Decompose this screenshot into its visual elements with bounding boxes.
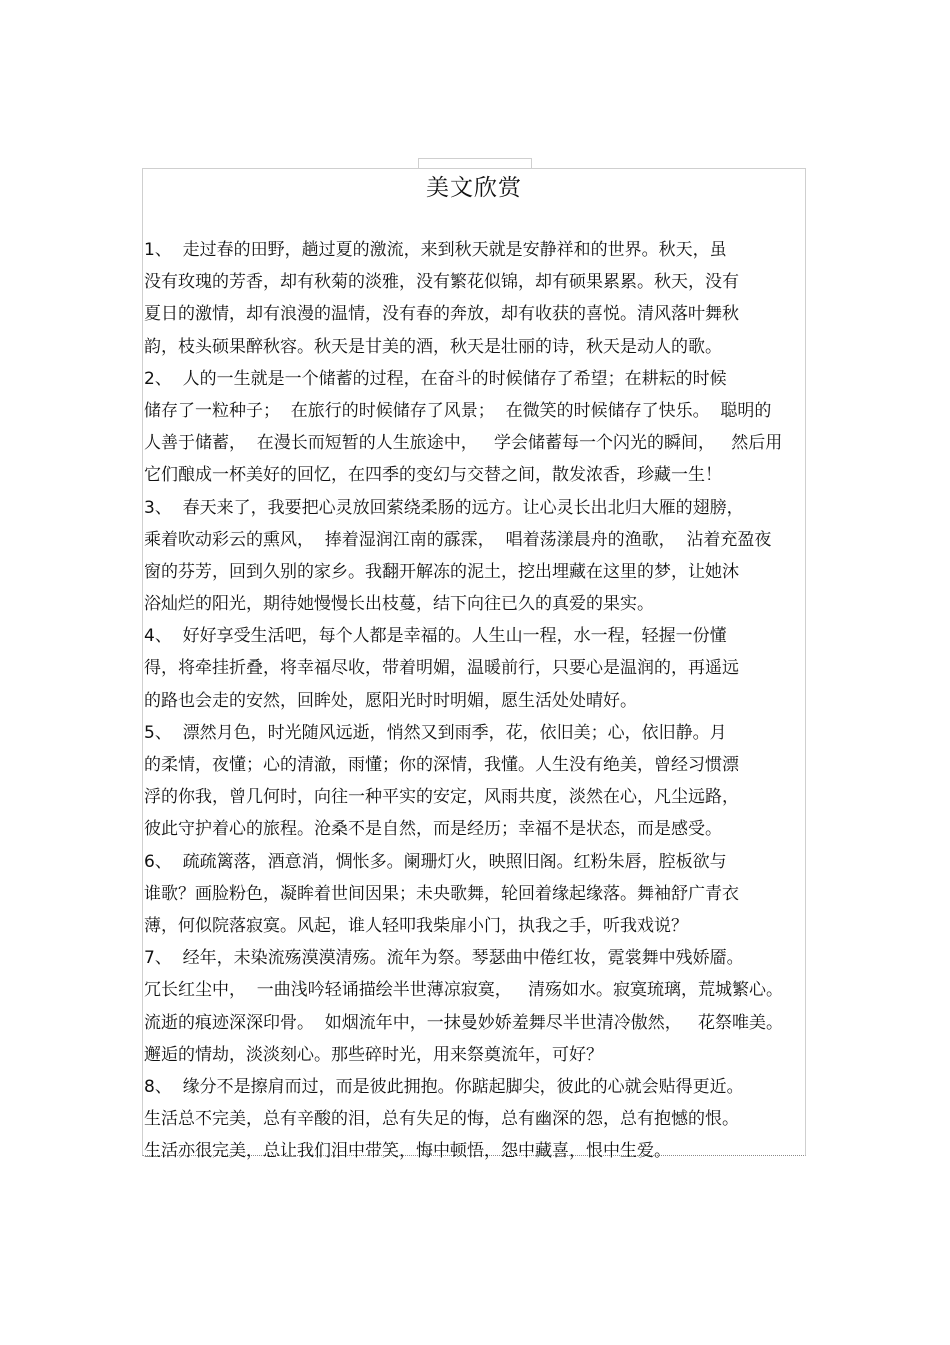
text-line: 得，将牵挂折叠，将幸福尽收，带着明媚，温暖前行，只要心是温润的，再遥远 [144, 658, 739, 679]
text-line: 6、 疏疏篱落，酒意消，惆怅多。阑珊灯火，映照旧阁。红粉朱唇，腔板欲与 [144, 851, 727, 872]
text-line: 1、 走过春的田野，趟过夏的激流，来到秋天就是安静祥和的世界。秋天，虽 [144, 240, 727, 260]
text-line: 8、 缘分不是擦肩而过，而是彼此拥抱。你踮起脚尖，彼此的心就会贴得更近。 [144, 1076, 744, 1097]
text-line: 它们酿成一杯美好的回忆，在四季的变幻与交替之间，散发浓香，珍藏一生！ [144, 465, 722, 486]
text-line: 生活总不完美，总有辛酸的泪，总有失足的悔，总有幽深的怨，总有抱憾的恨。 [144, 1109, 739, 1130]
text-line: 韵，枝头硕果醉秋容。秋天是甘美的酒，秋天是壮丽的诗，秋天是动人的歌。 [144, 336, 722, 357]
text-line: 浴灿烂的阳光，期待她慢慢长出枝蔓，结下向往已久的真爱的果实。 [144, 594, 654, 615]
text-line: 3、 春天来了，我要把心灵放回萦绕柔肠的远方。让心灵长出北归大雁的翅膀， [144, 497, 744, 518]
text-line: 2、 人的一生就是一个储蓄的过程，在奋斗的时候储存了希望；在耕耘的时候 [144, 368, 727, 389]
text-line: 邂逅的情劫，淡淡刻心。那些碎时光，用来祭奠流年，可好？ [144, 1044, 603, 1065]
page-title: 美文欣赏 [426, 175, 522, 201]
text-line: 4、 好好享受生活吧，每个人都是幸福的。人生山一程，水一程，轻握一份懂 [144, 626, 727, 647]
text-line: 谁歌？画脸粉色，凝眸着世间因果；未央歌舞，轮回着缘起缘落。舞袖舒广青衣 [144, 883, 739, 904]
text-line: 乘着吹动彩云的熏风， 捧着湿润江南的霡霂， 唱着荡漾晨舟的渔歌， 沾着充盈夜 [144, 529, 772, 550]
text-line: 的柔情，夜懂；心的清澈，雨懂；你的深情，我懂。人生没有绝美，曾经习惯漂 [144, 755, 739, 775]
text-line: 流逝的痕迹深深印骨。 如烟流年中，一抹曼妙娇羞舞尽半世清冷傲然， 花祭唯美。 [144, 1012, 784, 1033]
text-line: 窗的芬芳，回到久别的家乡。我翻开解冻的泥土，挖出埋藏在这里的梦，让她沐 [144, 561, 739, 582]
text-line: 人善于储蓄， 在漫长而短暂的人生旅途中， 学会储蓄每一个闪光的瞬间， 然后用 [144, 433, 783, 454]
text-line: 5、 漂然月色，时光随风远逝，悄然又到雨季，花，依旧美；心，依旧静。月 [144, 722, 727, 743]
text-line: 夏日的激情，却有浪漫的温情，没有春的奔放，却有收获的喜悦。清风落叶舞秋 [144, 304, 739, 325]
text-line: 储存了一粒种子； 在旅行的时候储存了风景； 在微笑的时候储存了快乐。 聪明的 [144, 400, 772, 421]
article-body [144, 234, 806, 1167]
text-line: 7、 经年，未染流殇漠漠清殇。流年为祭。琴瑟曲中倦红妆，霓裳舞中残娇靥。 [144, 948, 744, 969]
text-line: 薄，何似院落寂寞。风起，谁人轻叩我柴扉小门，执我之手，听我戏说？ [144, 915, 688, 936]
text-line: 彼此守护着心的旅程。沧桑不是自然，而是经历；幸福不是状态，而是感受。 [144, 819, 722, 840]
text-line: 的路也会走的安然，回眸处，愿阳光时时明媚，愿生活处处晴好。 [144, 690, 637, 711]
text-line: 冗长红尘中， 一曲浅吟轻诵描绘半世薄凉寂寞， 清殇如水。寂寞琉璃，荒城繁心。 [144, 980, 784, 1001]
text-line: 生活亦很完美，总让我们泪中带笑，悔中顿悟，怨中藏喜，恨中生爱。 [144, 1141, 671, 1162]
text-line: 浮的你我，曾几何时，向往一种平实的安定，风雨共度，淡然在心，凡尘远路， [144, 787, 739, 808]
text-line: 没有玫瑰的芳香，却有秋菊的淡雅，没有繁花似锦，却有硕果累累。秋天，没有 [144, 272, 739, 293]
